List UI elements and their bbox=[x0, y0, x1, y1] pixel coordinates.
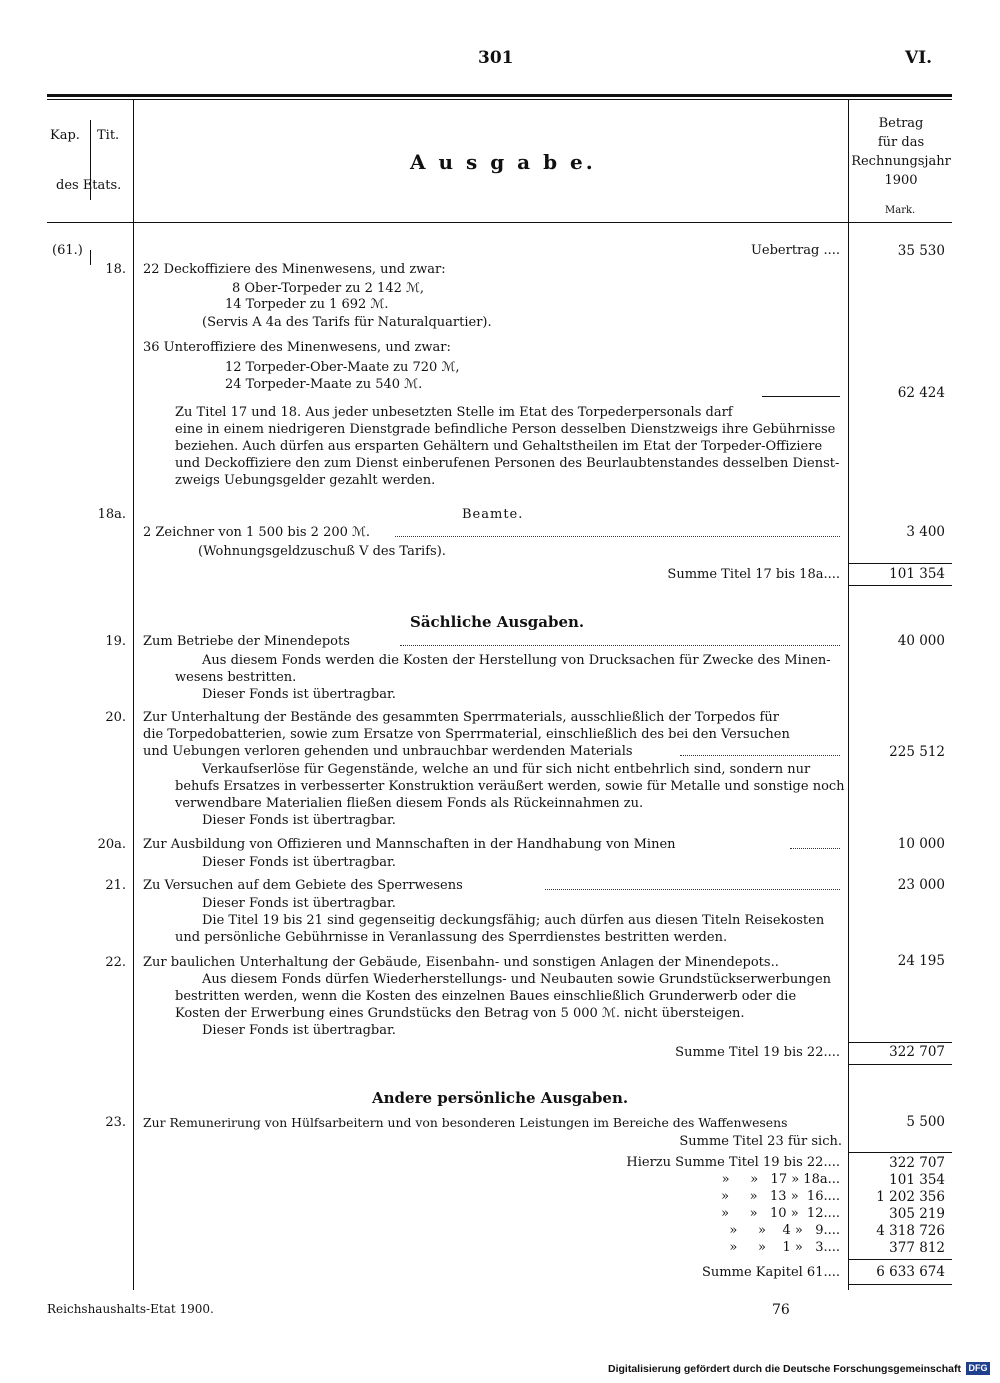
tit-number: 23. bbox=[105, 1115, 126, 1130]
tit-number: 22. bbox=[105, 955, 126, 970]
tit19-line: wesens bestritten. bbox=[175, 670, 297, 685]
leader-dots bbox=[395, 536, 840, 537]
header-title: A u s g a b e. bbox=[410, 150, 596, 174]
tit18-line: 14 Torpeder zu 1 692 ℳ. bbox=[225, 297, 389, 312]
recap-value: 322 707 bbox=[889, 1155, 945, 1171]
tit22-line: Dieser Fonds ist übertragbar. bbox=[202, 1023, 396, 1038]
top-rule bbox=[47, 94, 952, 97]
header-betrag-line: 1900 bbox=[884, 173, 918, 188]
header-des-etats: des Etats. bbox=[56, 178, 122, 193]
tit19-line: Zum Betriebe der Minendepots bbox=[143, 634, 350, 649]
tit22-line: Zur baulichen Unterhaltung der Gebäude, Eisenbahn- und sonstigen Anlagen der Minendepots.. bbox=[143, 955, 779, 970]
tit23-value: 5 500 bbox=[906, 1114, 945, 1130]
tit20a-line: Zur Ausbildung von Offizieren und Mannschaften in der Handhabung von Minen bbox=[143, 837, 676, 852]
summe-label: Summe Titel 19 bis 22.... bbox=[675, 1045, 840, 1060]
tit22-value: 24 195 bbox=[897, 953, 945, 969]
leader-dots bbox=[790, 848, 840, 849]
tit18-note-line: eine in einem niedrigeren Dienstgrade befindliche Person desselben Dienstzweigs ihre Gebührnisse bbox=[175, 422, 836, 437]
tit18-line: 36 Unteroffiziere des Minenwesens, und zwar: bbox=[143, 340, 451, 355]
sum-rule bbox=[848, 1284, 952, 1285]
summe-kapitel-value: 6 633 674 bbox=[876, 1264, 945, 1280]
footer-credit: Digitalisierung gefördert durch die Deutsche Forschungsgemeinschaft bbox=[608, 1363, 961, 1375]
uebertrag-label: Uebertrag .... bbox=[750, 243, 840, 258]
tit-number: 19. bbox=[105, 634, 126, 649]
tit18-line: 8 Ober-Torpeder zu 2 142 ℳ, bbox=[232, 281, 425, 296]
tit18a-line: (Wohnungsgeldzuschuß V des Tarifs). bbox=[198, 544, 446, 559]
summe-kapitel-label: Summe Kapitel 61.... bbox=[702, 1265, 840, 1280]
tit-number: 20. bbox=[105, 710, 126, 725]
tit20a-value: 10 000 bbox=[897, 836, 945, 852]
recap-label: » » 13 » 16.... bbox=[721, 1189, 840, 1204]
recap-value: 1 202 356 bbox=[876, 1189, 945, 1205]
header-betrag bbox=[850, 114, 952, 190]
tit19-line: Aus diesem Fonds werden die Kosten der Herstellung von Drucksachen für Zwecke des Minen- bbox=[202, 653, 831, 668]
sum-rule bbox=[848, 1259, 952, 1260]
sum-rule bbox=[848, 585, 952, 586]
top-rule-thin bbox=[47, 99, 952, 100]
tit18a-value: 3 400 bbox=[906, 524, 945, 540]
recap-label: » » 10 » 12.... bbox=[721, 1206, 840, 1221]
tit18-line: 24 Torpeder-Maate zu 540 ℳ. bbox=[225, 377, 423, 392]
recap-value: 377 812 bbox=[889, 1240, 945, 1256]
tit20-value: 225 512 bbox=[889, 744, 945, 760]
recap-label: » » 4 » 9.... bbox=[729, 1223, 840, 1238]
tit20-line: verwendbare Materialien fließen diesem Fonds als Rückeinnahmen zu. bbox=[175, 796, 644, 811]
leader-dots bbox=[545, 889, 840, 890]
tit23-line: Zur Remunerirung von Hülfsarbeitern und von besonderen Leistungen im Bereiche des Waffenwesens bbox=[143, 1115, 788, 1130]
recap-label: Hierzu Summe Titel 19 bis 22.... bbox=[626, 1155, 840, 1170]
tit18-note-line: zweigs Uebungsgelder gezahlt werden. bbox=[175, 473, 436, 488]
amount-col-divider bbox=[848, 100, 849, 1290]
tit18-line: 12 Torpeder-Ober-Maate zu 720 ℳ, bbox=[225, 360, 460, 375]
tit19-value: 40 000 bbox=[897, 633, 945, 649]
sum-rule bbox=[848, 1064, 952, 1065]
tit18-line: (Servis A 4a des Tarifs für Naturalquartier). bbox=[202, 315, 492, 330]
recap-label: » » 1 » 3.... bbox=[729, 1240, 840, 1255]
tit18a-line: 2 Zeichner von 1 500 bis 2 200 ℳ. bbox=[143, 525, 371, 540]
tit18-line: 22 Deckoffiziere des Minenwesens, und zwar: bbox=[143, 262, 446, 277]
tit-number: 20a. bbox=[97, 837, 126, 852]
uebertrag-value: 35 530 bbox=[897, 243, 945, 259]
tit20-line: Zur Unterhaltung der Bestände des gesammten Sperrmaterials, ausschließlich der Torpedos für bbox=[143, 710, 779, 725]
header-kap: Kap. bbox=[50, 128, 80, 143]
recap-label: » » 17 » 18a... bbox=[721, 1172, 840, 1187]
leader-dots bbox=[680, 755, 840, 756]
tit21-value: 23 000 bbox=[897, 877, 945, 893]
tit20-line: die Torpedobatterien, sowie zum Ersatze von Sperrmaterial, einschließlich des bei den Versuchen bbox=[143, 727, 790, 742]
header-bottom-rule bbox=[47, 222, 952, 223]
kapitel-number: (61.) bbox=[52, 243, 83, 258]
section-heading: Sächliche Ausgaben. bbox=[410, 613, 585, 631]
summe-label: Summe Titel 17 bis 18a.... bbox=[667, 567, 840, 582]
tit21-line: Die Titel 19 bis 21 sind gegenseitig deckungsfähig; auch dürfen aus diesen Titeln Reisekosten bbox=[202, 913, 825, 928]
tit20-line: behufs Ersatzes in verbesserter Konstruktion veräußert werden, sowie für Metalle und sonstige noch bbox=[175, 779, 845, 794]
tit-number: 18. bbox=[105, 262, 126, 277]
subtotal-rule bbox=[762, 396, 840, 397]
tit-number: 18a. bbox=[97, 507, 126, 522]
footer-source: Reichshaushalts-Etat 1900. bbox=[47, 1302, 214, 1316]
tit-number: 21. bbox=[105, 878, 126, 893]
page-number: 301 bbox=[478, 48, 514, 68]
leader-dots bbox=[400, 645, 840, 646]
sum-rule bbox=[848, 563, 952, 564]
sum-rule bbox=[848, 1152, 952, 1153]
tit21-line: und persönliche Gebührnisse in Veranlassung des Sperrdienstes bestritten werden. bbox=[175, 930, 728, 945]
tit18-note-line: und Deckoffiziere den zum Dienst einberufenen Personen des Beurlaubtenstandes desselben Dienst- bbox=[175, 456, 840, 471]
tit21-line: Dieser Fonds ist übertragbar. bbox=[202, 896, 396, 911]
tit23-line: Summe Titel 23 für sich. bbox=[679, 1134, 842, 1149]
tit20-line: Verkaufserlöse für Gegenstände, welche an und für sich nicht entbehrlich sind, sondern nur bbox=[202, 762, 811, 777]
tit20a-line: Dieser Fonds ist übertragbar. bbox=[202, 855, 396, 870]
header-mark: Mark. bbox=[885, 205, 916, 216]
tit18-value: 62 424 bbox=[897, 385, 945, 401]
header-betrag-line: Betrag bbox=[878, 116, 924, 131]
header-betrag-line: Rechnungsjahr bbox=[851, 154, 951, 169]
section-number: VI. bbox=[905, 48, 933, 68]
recap-value: 101 354 bbox=[889, 1172, 945, 1188]
sum-rule bbox=[848, 1042, 952, 1043]
recap-value: 4 318 726 bbox=[876, 1223, 945, 1239]
recap-value: 305 219 bbox=[889, 1206, 945, 1222]
header-tit: Tit. bbox=[97, 128, 120, 143]
tit18-note-line: Zu Titel 17 und 18. Aus jeder unbesetzten Stelle im Etat des Torpederpersonals darf bbox=[175, 405, 733, 420]
tit21-line: Zu Versuchen auf dem Gebiete des Sperrwesens bbox=[143, 878, 463, 893]
tit22-line: Aus diesem Fonds dürfen Wiederherstellungs- und Neubauten sowie Grundstückserwerbungen bbox=[202, 972, 832, 987]
tit-col-divider bbox=[133, 100, 134, 1290]
dfg-logo: DFG bbox=[966, 1362, 990, 1375]
tit18-note-line: beziehen. Auch dürfen aus ersparten Gehältern und Gehaltstheilen im Etat der Torpeder-Offiziere bbox=[175, 439, 823, 454]
summe-value: 101 354 bbox=[889, 566, 945, 582]
tit20-line: und Uebungen verloren gehenden und unbrauchbar werdenden Materials bbox=[143, 744, 633, 759]
footer-page: 76 bbox=[772, 1302, 790, 1318]
header-betrag-line: für das bbox=[877, 135, 925, 150]
tit22-line: Kosten der Erwerbung eines Grundstücks den Betrag von 5 000 ℳ. nicht übersteigen. bbox=[175, 1006, 745, 1021]
tit20-line: Dieser Fonds ist übertragbar. bbox=[202, 813, 396, 828]
summe-value: 322 707 bbox=[889, 1044, 945, 1060]
section-heading: Andere persönliche Ausgaben. bbox=[372, 1089, 629, 1107]
tit22-line: bestritten werden, wenn die Kosten des einzelnen Baues einschließlich Grunderwerb oder die bbox=[175, 989, 797, 1004]
tit19-line: Dieser Fonds ist übertragbar. bbox=[202, 687, 396, 702]
beamte-heading: Beamte. bbox=[462, 507, 524, 522]
